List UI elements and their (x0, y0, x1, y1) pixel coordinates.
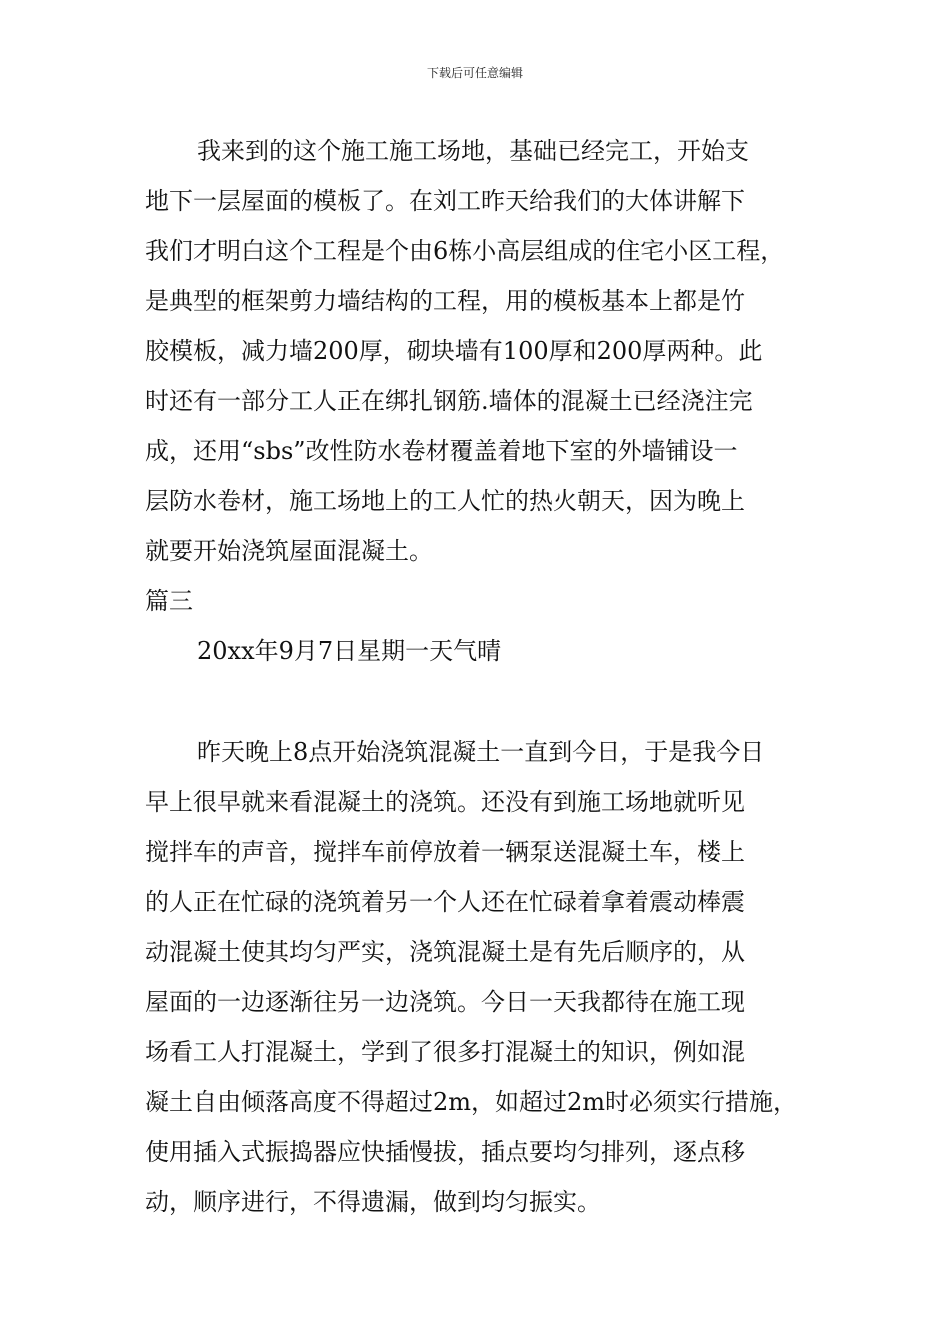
paragraph-line: 昨天晚上8点开始浇筑混凝土一直到今日，于是我今日 (197, 738, 765, 766)
paragraph-line: 使用插入式振捣器应快插慢拔，插点要均匀排列，逐点移 (145, 1138, 745, 1166)
paragraph-line: 是典型的框架剪力墙结构的工程，用的模板基本上都是竹 (145, 287, 745, 315)
paragraph-line: 动，顺序进行，不得遗漏，做到均匀振实。 (145, 1188, 601, 1216)
paragraph-line: 凝土自由倾落高度不得超过2m，如超过2m时必须实行措施， (145, 1088, 798, 1116)
paragraph-line: 我来到的这个施工施工场地，基础已经完工，开始支 (197, 137, 749, 165)
section-1-text (145, 126, 815, 676)
page-header-note: 下载后可任意编辑 (426, 66, 523, 80)
paragraph-line: 场看工人打混凝土，学到了很多打混凝土的知识，例如混 (145, 1038, 745, 1066)
paragraph-line: 层防水卷材，施工场地上的工人忙的热火朝天，因为晚上 (145, 487, 745, 515)
paragraph-line: 地下一层屋面的模板了。在刘工昨天给我们的大体讲解下 (145, 187, 745, 215)
paragraph-line: 成，还用“sbs”改性防水卷材覆盖着地下室的外墙铺设一 (145, 437, 738, 465)
paragraph-line: 搅拌车的声音，搅拌车前停放着一辆泵送混凝土车，楼上 (145, 838, 745, 866)
paragraph-line: 早上很早就来看混凝土的浇筑。还没有到施工场地就听见 (145, 788, 745, 816)
paragraph-line: 时还有一部分工人正在绑扎钢筋.墙体的混凝土已经浇注完 (145, 387, 753, 415)
paragraph-line: 我们才明白这个工程是个由6栋小高层组成的住宅小区工程， (145, 237, 785, 265)
section-2-text (145, 727, 815, 1227)
date-weather-line: 20xx年9月7日星期一天气晴 (197, 637, 502, 665)
paragraph-line: 胶模板，减力墙200厚，砌块墙有100厚和200厚两种。此 (145, 337, 763, 365)
paragraph-line: 就要开始浇筑屋面混凝土。 (145, 537, 433, 565)
paragraph-line: 动混凝土使其均匀严实，浇筑混凝土是有先后顺序的，从 (145, 938, 745, 966)
paragraph-line: 屋面的一边逐渐往另一边浇筑。今日一天我都待在施工现 (145, 988, 745, 1016)
section-heading: 篇三 (145, 587, 193, 615)
paragraph-line: 的人正在忙碌的浇筑着另一个人还在忙碌着拿着震动棒震 (145, 888, 745, 916)
